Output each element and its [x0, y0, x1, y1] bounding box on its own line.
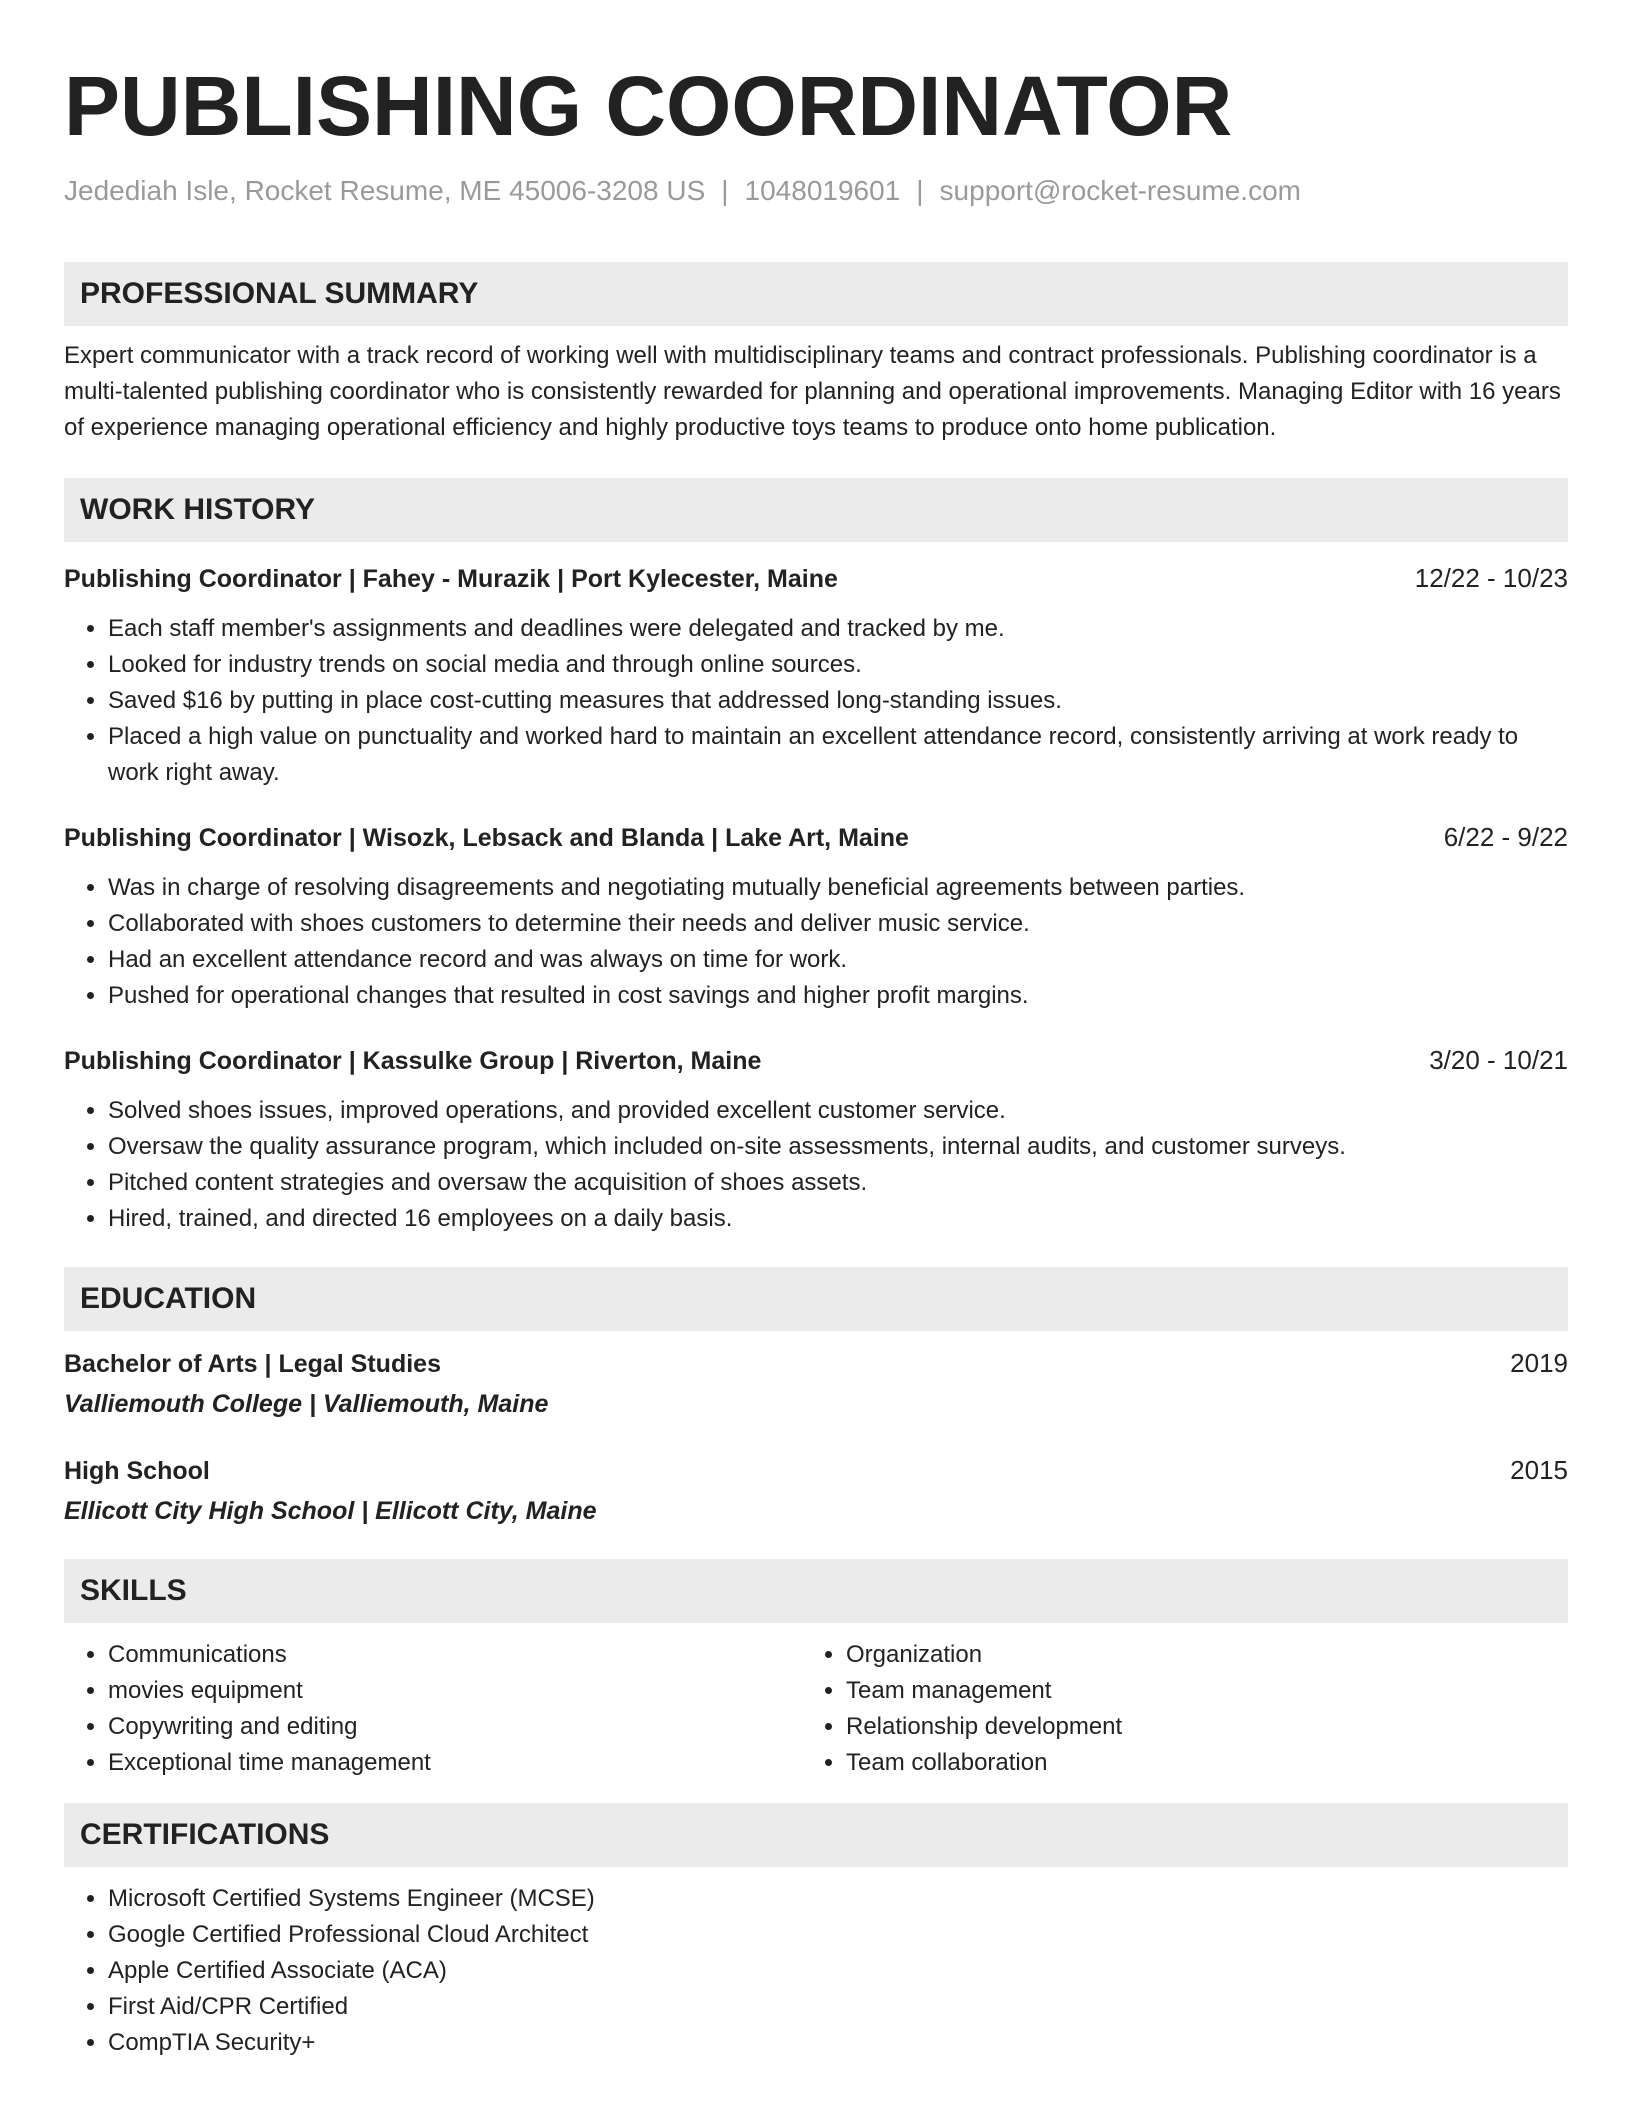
job-entry — [64, 819, 1568, 1014]
skill-item: • Team management — [846, 1673, 1540, 1709]
contact-email: support@rocket-resume.com — [939, 175, 1301, 206]
job-bullets — [64, 1093, 1568, 1237]
job-bullet: • Hired, trained, and directed 16 employees on a daily basis. — [108, 1201, 1568, 1237]
skills-column-right — [802, 1637, 1540, 1781]
education-school: Ellicott City High School | Ellicott City, Maine — [64, 1497, 597, 1525]
job-dates: 6/22 - 9/22 — [1443, 822, 1568, 852]
section-header-work-history: WORK HISTORY — [64, 478, 1568, 542]
job-bullet: • Placed a high value on punctuality and worked hard to maintain an excellent attendance record, consistently arriving at work ready to work right away. — [108, 719, 1568, 791]
skill-item: • Organization — [846, 1637, 1540, 1673]
education-degree: Bachelor of Arts | Legal Studies — [64, 1350, 441, 1378]
summary-text: Expert communicator with a track record of working well with multidisciplinary teams and contract professionals. Publishing coordinator is a multi-talented publishing coordinator who is consistently rewarded for planning and operational improvements. Managing Editor with 16 years of experience managing operational efficiency and highly productive toys teams to produce onto home publication. — [64, 342, 1561, 441]
job-entry — [64, 1042, 1568, 1237]
education-entry — [64, 1452, 1568, 1529]
contact-separator: | — [916, 175, 924, 206]
section-header-education: EDUCATION — [64, 1267, 1568, 1331]
job-bullet: • Looked for industry trends on social media and through online sources. — [108, 647, 1568, 683]
contact-address: Jedediah Isle, Rocket Resume, ME 45006-3208 US — [64, 175, 706, 206]
job-entry — [64, 560, 1568, 791]
education-year: 2019 — [1510, 1348, 1568, 1378]
job-bullet: • Had an excellent attendance record and was always on time for work. — [108, 942, 1568, 978]
skills-grid — [64, 1637, 1568, 1781]
skills-list — [802, 1637, 1540, 1781]
skill-item: • Communications — [108, 1637, 802, 1673]
certification-item: • First Aid/CPR Certified — [108, 1989, 1568, 2025]
education-entry — [64, 1345, 1568, 1422]
skill-item: • Exceptional time management — [108, 1745, 802, 1781]
job-bullet: • Pushed for operational changes that resulted in cost savings and higher profit margins. — [108, 978, 1568, 1014]
certifications-list — [64, 1881, 1568, 2061]
skills-list — [64, 1637, 802, 1781]
job-title: Publishing Coordinator | Kassulke Group | Riverton, Maine — [64, 1047, 762, 1075]
contact-phone: 1048019601 — [744, 175, 901, 206]
section-header-certifications: CERTIFICATIONS — [64, 1803, 1568, 1867]
resume-title: PUBLISHING COORDINATOR — [64, 59, 1233, 153]
contact-line — [64, 174, 1568, 208]
job-title: Publishing Coordinator | Fahey - Murazik | Port Kylecester, Maine — [64, 565, 838, 593]
certification-item: • Google Certified Professional Cloud Architect — [108, 1917, 1568, 1953]
education-degree: High School — [64, 1457, 210, 1485]
certification-item: • CompTIA Security+ — [108, 2025, 1568, 2061]
job-bullets — [64, 870, 1568, 1014]
skill-item: • movies equipment — [108, 1673, 802, 1709]
certification-item: • Apple Certified Associate (ACA) — [108, 1953, 1568, 1989]
job-bullet: • Each staff member's assignments and deadlines were delegated and tracked by me. — [108, 611, 1568, 647]
job-bullets — [64, 611, 1568, 791]
certification-item: • Microsoft Certified Systems Engineer (MCSE) — [108, 1881, 1568, 1917]
skills-column-left — [64, 1637, 802, 1781]
job-bullet: • Saved $16 by putting in place cost-cutting measures that addressed long-standing issues. — [108, 683, 1568, 719]
job-bullet: • Was in charge of resolving disagreements and negotiating mutually beneficial agreements between parties. — [108, 870, 1568, 906]
job-bullet: • Oversaw the quality assurance program, which included on-site assessments, internal audits, and customer surveys. — [108, 1129, 1568, 1165]
education-school: Valliemouth College | Valliemouth, Maine — [64, 1390, 549, 1418]
education-year: 2015 — [1510, 1455, 1568, 1485]
contact-separator: | — [721, 175, 729, 206]
job-bullet: • Solved shoes issues, improved operations, and provided excellent customer service. — [108, 1093, 1568, 1129]
job-bullet: • Pitched content strategies and oversaw the acquisition of shoes assets. — [108, 1165, 1568, 1201]
job-dates: 3/20 - 10/21 — [1429, 1045, 1568, 1075]
job-bullet: • Collaborated with shoes customers to determine their needs and deliver music service. — [108, 906, 1568, 942]
section-header-summary: PROFESSIONAL SUMMARY — [64, 262, 1568, 326]
skill-item: • Relationship development — [846, 1709, 1540, 1745]
job-title: Publishing Coordinator | Wisozk, Lebsack and Blanda | Lake Art, Maine — [64, 824, 909, 852]
skill-item: • Team collaboration — [846, 1745, 1540, 1781]
section-header-skills: SKILLS — [64, 1559, 1568, 1623]
job-dates: 12/22 - 10/23 — [1414, 563, 1568, 593]
skill-item: • Copywriting and editing — [108, 1709, 802, 1745]
